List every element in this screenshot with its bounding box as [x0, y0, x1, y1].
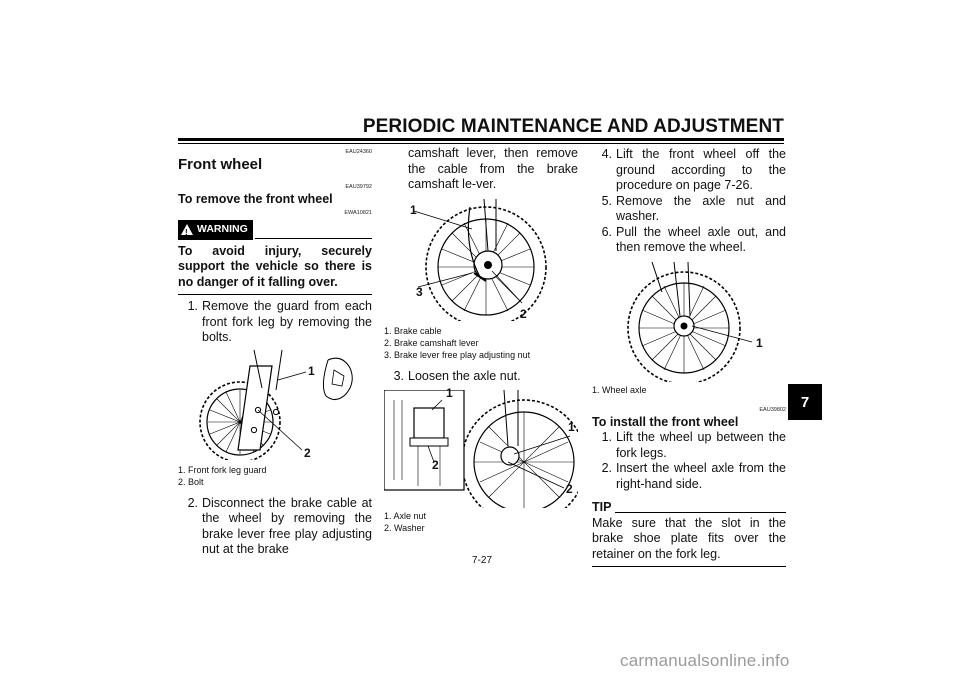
fork-guard-illustration	[178, 350, 372, 460]
step-number: 5.	[601, 193, 612, 208]
column-3	[592, 148, 786, 567]
section-code: EAU24360	[345, 149, 372, 155]
caption-1: 1. Wheel axle	[592, 384, 647, 395]
wheel-axle-illustration	[592, 262, 786, 382]
warning-label: WARNING	[197, 223, 248, 235]
header-rule	[178, 138, 784, 141]
section-heading: Front wheel	[178, 156, 263, 173]
chapter-tab: 7	[788, 384, 822, 420]
callout-1: 1	[756, 335, 763, 350]
page-number: 7-27	[471, 555, 492, 566]
page-title: PERIODIC MAINTENANCE AND ADJUSTMENT	[362, 116, 784, 137]
subsection-heading: To install the front wheel	[592, 414, 739, 429]
axle-nut-illustration	[384, 390, 578, 508]
tip-label: TIP	[592, 500, 612, 514]
step-number: 1.	[601, 430, 612, 444]
step-text: Pull the wheel axle out, and then remove the wheel.	[616, 224, 786, 254]
step-text: Lift the wheel up between the fork legs.	[616, 430, 786, 460]
step-3	[384, 369, 578, 385]
caption-5: 2. Washer	[384, 523, 425, 533]
step-6	[592, 225, 786, 256]
step-number: 4.	[601, 147, 612, 161]
callout-1: 1	[568, 420, 575, 434]
install-step-2	[592, 461, 786, 492]
callout-2: 2	[304, 445, 311, 460]
step-text: Remove the guard from each front fork leg by removing the bolts.	[202, 299, 372, 344]
step-5	[592, 194, 786, 225]
step-text: Lift the front wheel off the ground according to the procedure on page 7-26.	[616, 147, 786, 192]
tip-text: Make sure that the slot in the brake shoe plate fits over the retainer on the fork leg.	[592, 516, 786, 568]
column-1	[178, 148, 372, 558]
step-number: 6.	[601, 224, 612, 239]
step-text: Insert the wheel axle from the right-hand side.	[616, 461, 786, 491]
callout-2: 2	[566, 482, 573, 496]
warning-header	[178, 220, 372, 240]
subsection-heading: To remove the front wheel	[178, 191, 333, 206]
caption-3: 3. Brake lever free play adjusting nut	[384, 349, 531, 360]
caption-1: 1. Brake cable	[384, 325, 442, 336]
figure-brake-cable	[384, 199, 578, 321]
callout-1: 1	[410, 202, 417, 217]
figure-fork-guard	[178, 350, 372, 460]
step-1	[178, 299, 372, 346]
warning-badge	[178, 220, 253, 240]
step-number: 2.	[187, 495, 198, 510]
warning-triangle-icon: !	[181, 224, 193, 235]
figure-axle-nut	[384, 386, 578, 508]
step-2	[178, 496, 372, 558]
caption-1: 1. Front fork leg guard	[178, 464, 267, 475]
callout-2-inset: 2	[432, 458, 439, 472]
warning-text: To avoid injury, securely support the vehicle so there is no danger of it falling over.	[178, 244, 372, 296]
subsection-code: EAU39792	[345, 183, 372, 190]
callout-2: 2	[520, 306, 527, 321]
figure-wheel-axle	[592, 262, 786, 382]
caption-2: 2. Brake camshaft lever	[384, 337, 479, 348]
callout-1: 1	[308, 363, 315, 378]
step-text: Loosen the axle nut.	[408, 368, 521, 383]
continued-text: camshaft lever, then remove the cable from the brake camshaft le-ver.	[408, 146, 578, 191]
caption-2: 2. Bolt	[178, 476, 204, 487]
header-rule-thin	[178, 143, 784, 144]
warning-rule	[255, 238, 372, 239]
install-step-1	[592, 430, 786, 461]
callout-3: 3	[416, 284, 423, 299]
step-number: 3.	[393, 368, 404, 383]
step-text: Disconnect the brake cable at the wheel by removing the brake lever free play adjusting nut at the brake	[202, 495, 372, 556]
caption-4: 1. Axle nut	[384, 511, 427, 521]
column-2	[384, 148, 578, 534]
step-4	[592, 147, 786, 194]
step-number: 1.	[187, 299, 198, 313]
subsection-code: EAU39802	[759, 406, 786, 413]
callout-1-inset: 1	[446, 386, 453, 400]
warning-code: EWA10821	[344, 210, 372, 216]
watermark: carmanualsonline.info	[620, 651, 790, 670]
tip-header	[592, 500, 786, 516]
tip-rule	[615, 512, 786, 513]
step-number: 2.	[601, 461, 612, 475]
step-text: Remove the axle nut and washer.	[616, 193, 786, 223]
